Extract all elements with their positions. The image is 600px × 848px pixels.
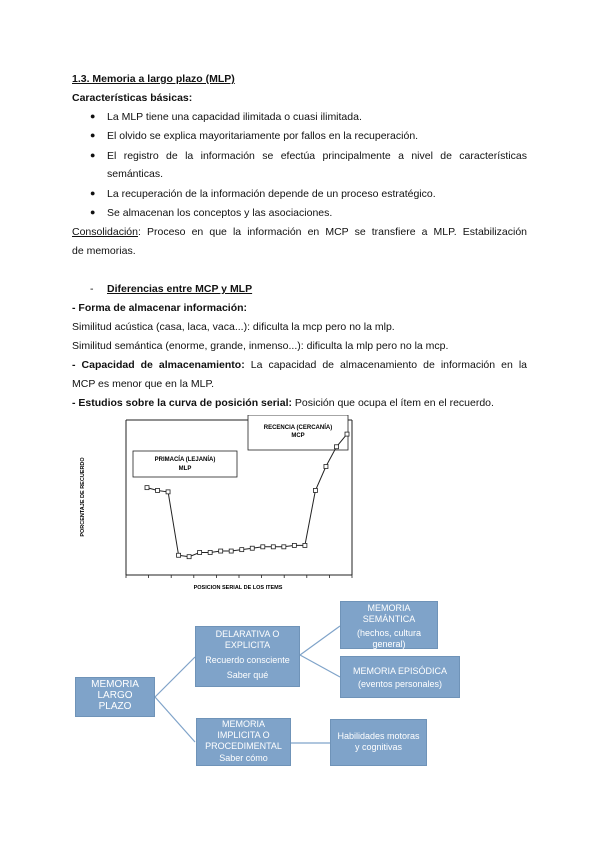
data-point bbox=[292, 543, 296, 547]
diagram-connector bbox=[155, 697, 195, 742]
bullet-dot: ● bbox=[90, 207, 96, 217]
primacy-label-box bbox=[133, 451, 237, 477]
data-point bbox=[219, 549, 223, 553]
serial-position-chart bbox=[70, 415, 360, 595]
basics-title: Características básicas: bbox=[72, 92, 193, 104]
semantic-sub: (hechos, cultura bbox=[356, 628, 422, 638]
episodic-sub: (eventos personales) bbox=[357, 679, 443, 689]
episodic-box bbox=[340, 656, 460, 698]
data-point bbox=[303, 543, 307, 547]
explicit-sub: Saber qué bbox=[226, 670, 269, 680]
implicit-sub: Saber cómo bbox=[219, 753, 268, 763]
primacy-label: PRIMACÍA (LEJANÍA) bbox=[154, 457, 216, 463]
data-point bbox=[156, 488, 160, 492]
data-point bbox=[177, 553, 181, 557]
differences-dash: - bbox=[90, 283, 94, 295]
bullet-dot: ● bbox=[90, 188, 96, 198]
bullet-item: El registro de la información se efectúa principalmente a nivel de características bbox=[107, 150, 527, 162]
section-heading: 1.3. Memoria a largo plazo (MLP) bbox=[72, 73, 235, 85]
explicit-title: EXPLICITA bbox=[224, 640, 271, 650]
implicit-title: MEMORIA bbox=[221, 719, 265, 729]
consolidation-text-cont: de memorias. bbox=[72, 245, 136, 257]
bullet-item: Se almacenan los conceptos y las asociaciones. bbox=[107, 207, 333, 219]
bullet-dot: ● bbox=[90, 150, 96, 160]
data-point bbox=[324, 465, 328, 469]
explicit-box bbox=[195, 626, 300, 687]
implicit-title: PROCEDIMENTAL bbox=[205, 741, 282, 751]
data-point bbox=[198, 550, 202, 554]
storage-title: - Forma de almacenar información: bbox=[72, 302, 248, 314]
data-point bbox=[313, 488, 317, 492]
explicit-sub: Recuerdo consciente bbox=[205, 655, 290, 665]
diagram-connector bbox=[300, 655, 340, 677]
bullet-item: La MLP tiene una capacidad ilimitada o cuasi ilimitada. bbox=[107, 111, 362, 123]
consolidation-text: : Proceso en que la información en MCP se transfiere a MLP. Estabilización bbox=[137, 226, 527, 238]
root-line: PLAZO bbox=[98, 701, 132, 712]
implicit-title: IMPLICITA O bbox=[217, 730, 270, 740]
serial-text: Posición que ocupa el ítem en el recuerdo. bbox=[291, 397, 494, 409]
data-point bbox=[334, 445, 338, 449]
data-point bbox=[145, 486, 149, 490]
skills-title: y cognitivas bbox=[354, 742, 403, 752]
primacy-label-mlp: MLP bbox=[178, 466, 192, 472]
explicit-title: DELARATIVA O bbox=[215, 629, 280, 639]
data-point bbox=[208, 550, 212, 554]
semantic-title: SEMÁNTICA bbox=[362, 614, 416, 624]
chart-x-label: POSICION SERIAL DE LOS ITEMS bbox=[193, 585, 283, 591]
storage-acoustic: Similitud acústica (casa, laca, vaca...): dificulta la mcp pero no la mlp. bbox=[72, 321, 395, 333]
capacity-paragraph bbox=[72, 359, 527, 371]
capacity-text-cont: MCP es menor que en la MLP. bbox=[72, 378, 215, 390]
consolidation-paragraph bbox=[72, 226, 527, 238]
consolidation-term: Consolidación bbox=[72, 226, 138, 238]
skills-box bbox=[330, 719, 427, 766]
serial-paragraph bbox=[72, 397, 494, 409]
data-point bbox=[282, 545, 286, 549]
skills-title: Habilidades motoras bbox=[337, 731, 420, 741]
recency-label-mcp: MCP bbox=[291, 433, 305, 439]
bullet-item: La recuperación de la información depende de un proceso estratégico. bbox=[107, 188, 436, 200]
semantic-title: MEMORIA bbox=[367, 603, 411, 613]
root-box bbox=[75, 677, 155, 717]
recency-label: RECENCIA (CERCANÍA) bbox=[263, 425, 333, 431]
diagram-connector bbox=[155, 657, 195, 697]
semantic-sub: general) bbox=[372, 639, 406, 649]
capacity-title: - Capacidad de almacenamiento: bbox=[72, 359, 245, 371]
data-point bbox=[229, 549, 233, 553]
episodic-title: MEMORIA EPISÓDICA bbox=[352, 666, 448, 676]
serial-title: - Estudios sobre la curva de posición serial: bbox=[72, 397, 292, 409]
bullet-item: El olvido se explica mayoritariamente por fallos en la recuperación. bbox=[107, 130, 419, 142]
data-point bbox=[271, 545, 275, 549]
capacity-text: La capacidad de almacenamiento de información en la bbox=[244, 359, 527, 371]
implicit-box bbox=[196, 718, 291, 766]
semantic-box bbox=[340, 601, 438, 649]
root-line: MEMORIA bbox=[91, 679, 139, 690]
bullet-dot: ● bbox=[90, 130, 96, 140]
storage-semantic: Similitud semántica (enorme, grande, inmenso...): dificulta la mlp pero no la mcp. bbox=[72, 340, 449, 352]
data-point bbox=[240, 548, 244, 552]
differences-title: Diferencias entre MCP y MLP bbox=[107, 283, 253, 295]
chart-y-label: PORCENTAJE DE RECUERDO bbox=[80, 457, 86, 537]
bullet-item-continuation: semánticas. bbox=[107, 168, 164, 180]
root-line: LARGO bbox=[97, 690, 133, 701]
diagram-connector bbox=[300, 626, 340, 655]
data-point bbox=[166, 490, 170, 494]
data-point bbox=[187, 555, 191, 559]
data-point bbox=[250, 546, 254, 550]
data-point bbox=[261, 545, 265, 549]
data-point bbox=[345, 432, 349, 436]
bullet-dot: ● bbox=[90, 111, 96, 121]
